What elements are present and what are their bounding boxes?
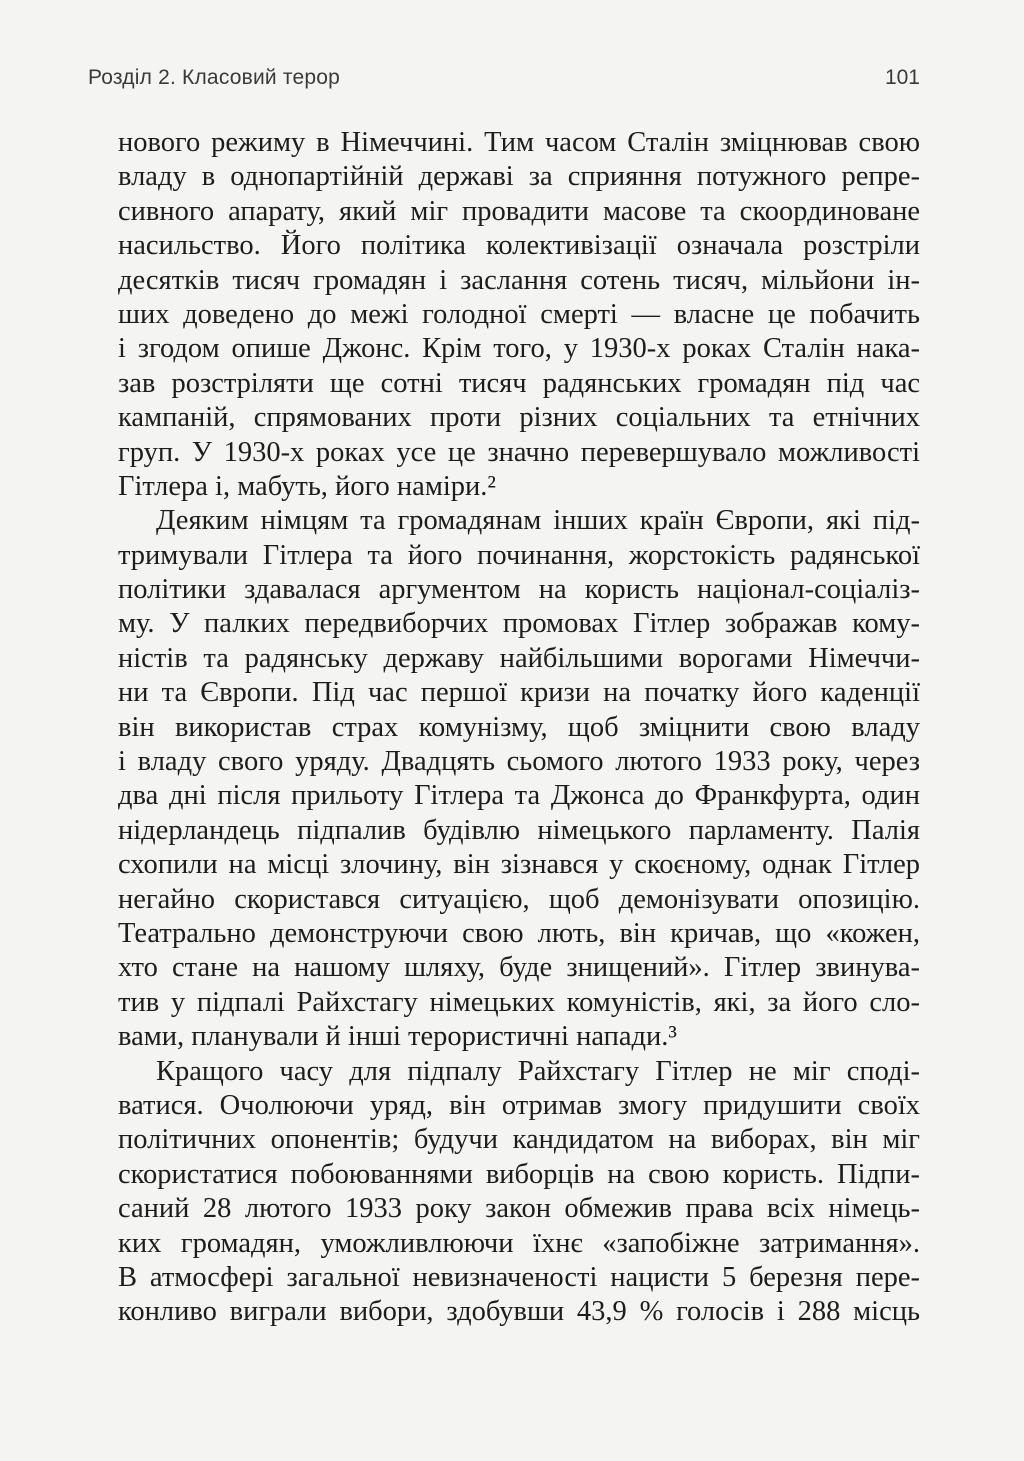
text-line: груп. У 1930-х роках усе це значно перевершувало можливості [118,436,920,468]
text-line: і владу свого уряду. Двадцять сьомого лютого 1933 року, через [118,746,920,778]
text-line: політики здавалася аргументом на користь націонал-соціаліз- [118,574,920,606]
paragraph-3 [118,1055,920,1330]
paragraph-1 [118,126,920,504]
text-line: насильство. Його політика колективізації означала розстріли [118,230,920,262]
text-line: він використав страх комунізму, щоб зміцнити свою владу [118,711,920,743]
text-line: ких громадян, уможливлюючи їхнє «запобіжне затримання». [118,1227,920,1259]
paragraph-2 [118,504,920,1054]
text-line: Гітлера і, мабуть, його наміри.² [118,470,496,502]
text-line: два дні після прильоту Гітлера та Джонса до Франкфурта, один [118,780,920,812]
text-line: зав розстріляти ще сотні тисяч радянських громадян під час [118,367,920,399]
text-line: тив у підпалі Райхстагу німецьких комуністів, які, за його сло- [118,986,920,1018]
text-line: і згодом опише Джонс. Крім того, у 1930-х роках Сталін нака- [118,333,920,365]
text-line: саний 28 лютого 1933 року закон обмежив права всіх німець- [118,1193,920,1225]
body-text [118,126,920,1330]
text-line: Деяким німцям та громадянам інших країн Європи, які під- [156,505,920,537]
text-line: сивного апарату, який міг провадити масове та скоординоване [118,195,920,227]
text-line: схопили на місці злочину, він зізнався у скоєному, однак Гітлер [118,849,920,881]
text-line: му. У палких передвиборчих промовах Гітлер зображав кому- [118,608,920,640]
text-line: негайно скористався ситуацією, щоб демонізувати опозицію. [118,883,920,915]
text-line: ни та Європи. Під час першої кризи на початку його каденції [118,677,920,709]
text-line: кампаній, спрямованих проти різних соціальних та етнічних [118,402,920,434]
text-line: конливо виграли вибори, здобувши 43,9 % голосів і 288 місць [118,1296,920,1328]
text-line: тримували Гітлера та його починання, жорстокість радянської [118,539,920,571]
text-line: Театрально демонструючи свою лють, він кричав, що «кожен, [118,917,920,949]
page-number: 101 [884,66,920,89]
text-line: вами, планували й інші терористичні напади.³ [118,1021,677,1053]
text-line: хто стане на нашому шляху, буде знищений». Гітлер звинува- [118,952,920,984]
text-line: владу в однопартійній державі за сприяння потужного репре- [118,161,920,193]
text-line: ших доведено до межі голодної смерті — власне це побачить [118,298,920,330]
text-line: ватися. Очолюючи уряд, він отримав змогу придушити своїх [118,1089,920,1121]
text-line: політичних опонентів; будучи кандидатом на виборах, він міг [118,1124,920,1156]
text-line: нового режиму в Німеччині. Тим часом Сталін зміцнював свою [118,127,920,158]
running-head: Розділ 2. Класовий терор [88,66,340,89]
text-line: десятків тисяч громадян і заслання сотень тисяч, мільйони ін- [118,264,920,296]
text-line: ністів та радянську державу найбільшими ворогами Німеччи- [118,642,920,674]
text-line: В атмосфері загальної невизначеності нацисти 5 березня пере- [118,1261,920,1293]
text-line: нідерландець підпалив будівлю німецького парламенту. Палія [118,814,920,846]
text-line: Кращого часу для підпалу Райхстагу Гітлер не міг споді- [156,1055,920,1087]
text-line: скористатися побоюваннями виборців на свою користь. Підпи- [118,1158,920,1190]
